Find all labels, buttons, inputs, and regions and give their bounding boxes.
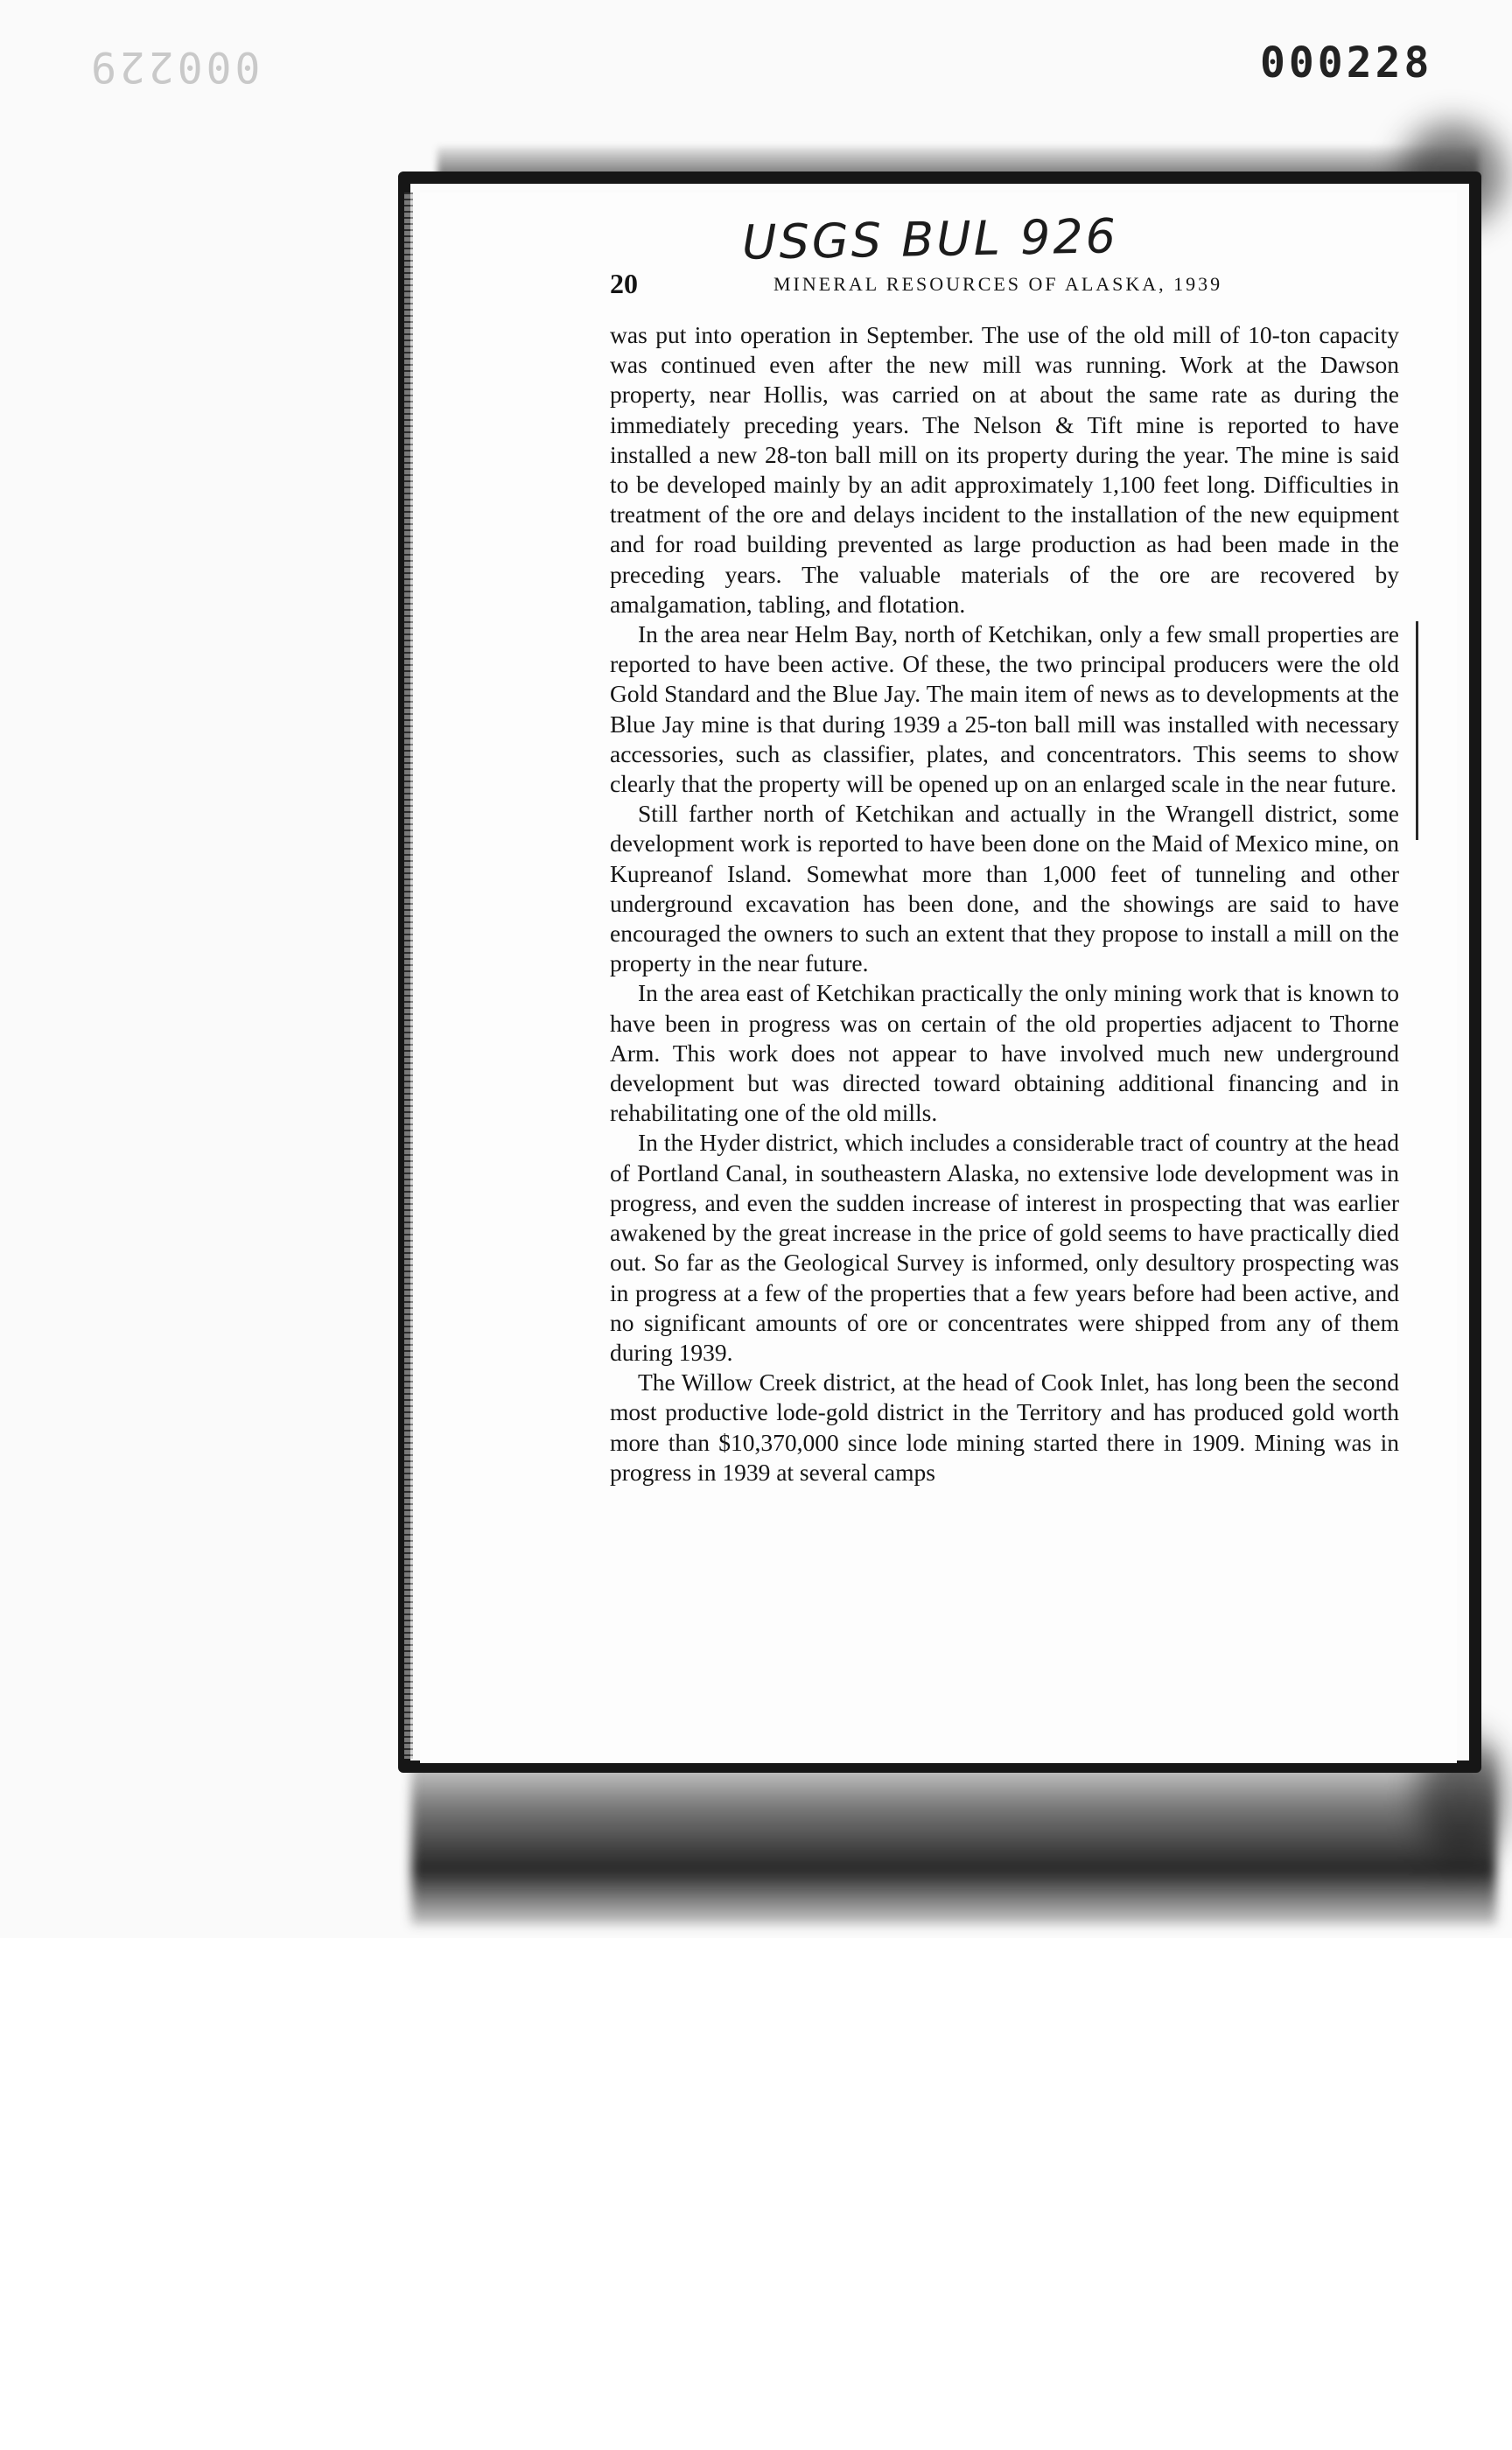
paragraph: Still farther north of Ketchikan and actually in the Wrangell district, some development work is reported to have been done on the Maid of Mexico mine, on Kupreanof Island. Somewhat more than 1,000 feet of tunneling and other underground excavation has been done, and the showings are said to have encouraged the owners to such an extent that they propose to install a mill on the property in the near future. xyxy=(610,800,1399,977)
margin-revision-bar xyxy=(1416,621,1418,840)
mirrored-stamp-number: 000229 xyxy=(88,42,261,91)
paragraph: The Willow Creek district, at the head of Cook Inlet, has long been the second most productive lode-gold district in the Territory and has produced gold worth more than $10,370,000 since lode mining started there in 1909. Mining was in progress in 1939 at several camps xyxy=(610,1368,1399,1486)
body-text xyxy=(610,320,1399,1488)
page-binding-edge xyxy=(404,192,413,1759)
running-head xyxy=(610,268,1399,303)
paragraph: In the area near Helm Bay, north of Ketchikan, only a few small properties are reported to have been active. Of these, the two principal producers were the old Gold Standard and the Blue Jay. The main item of news as to developments at the Blue Jay mine is that during 1939 a 25-ton ball mill was installed with necessary accessories, such as classifier, plates, and concentrators. This seems to show clearly that the property will be opened up on an enlarged scale in the near future. xyxy=(610,620,1399,798)
stamp-number: 000228 xyxy=(1260,38,1433,88)
page-header-title: MINERAL RESOURCES OF ALASKA, 1939 xyxy=(774,273,1223,295)
paragraph: In the area east of Ketchikan practically the only mining work that is known to have been in progress was on certain of the old properties adjacent to Thorne Arm. This work does not appear to have involved much new underground development but was directed toward obtaining additional financing and in rehabilitating one of the old mills. xyxy=(610,979,1399,1127)
paragraph: In the Hyder district, which includes a considerable tract of country at the head of Portland Canal, in southeastern Alaska, no extensive lode development was in progress, and even the sudden increase of interest in prospecting that was earlier awakened by the great increase in the price of gold seems to have practically died out. So far as the Geological Survey is informed, only desultory prospecting was in progress at a few of the properties that a few years before had been active, and no significant amounts of ore or concentrates were shipped from any of them during 1939. xyxy=(610,1129,1399,1366)
page-number: 20 xyxy=(610,268,638,299)
paragraph: was put into operation in September. The use of the old mill of 10-ton capacity was continued even after the new mill was running. Work at the Dawson property, near Hollis, was carried on at about the same rate as during the immediately preceding years. The Nelson & Tift mine is reported to have installed a new 28-ton ball mill on its property during the year. The mine is said to be developed mainly by an adit approximately 1,100 feet long. Difficulties in treatment of the ore and delays incident to the installation of the new equipment and for road building prevented as large production as had been made in the preceding years. The valuable materials of the ore are recovered by amalgamation, tabling, and flotation. xyxy=(610,321,1399,618)
handwritten-annotation: USGS BUL 926 xyxy=(741,208,1119,270)
